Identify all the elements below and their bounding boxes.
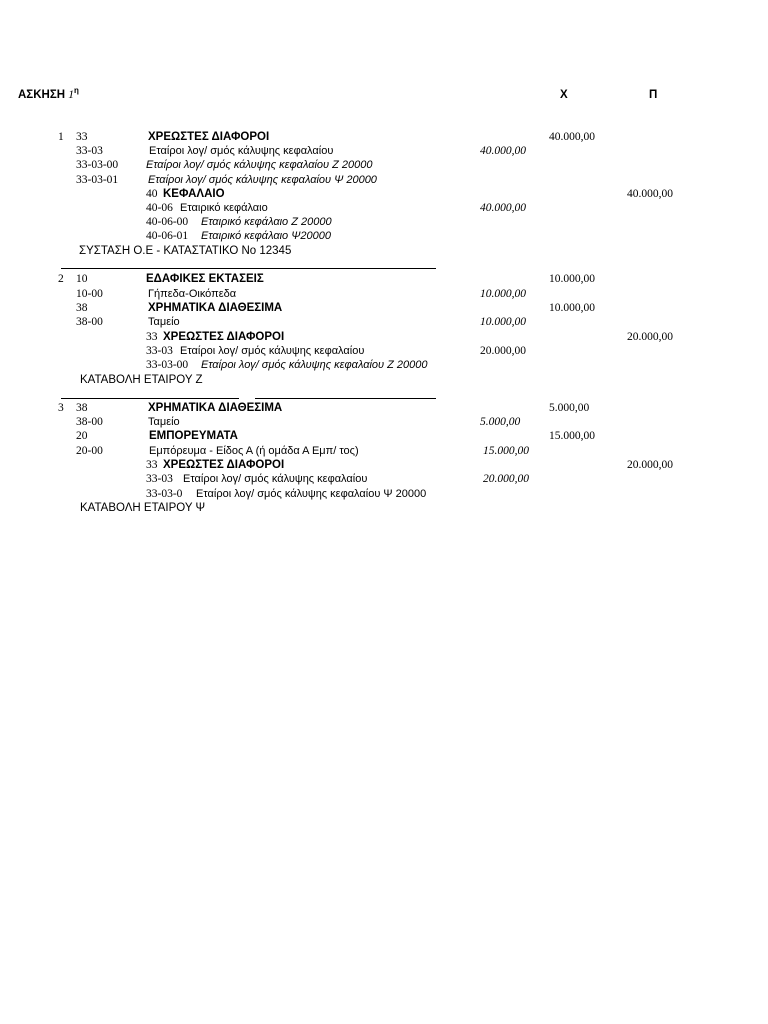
sub-amount: 20.000,00 bbox=[483, 473, 529, 485]
debit-amount: 15.000,00 bbox=[549, 430, 595, 442]
account-code: 38 bbox=[76, 302, 88, 314]
account-code: 38-00 bbox=[76, 416, 103, 428]
account-description: ΕΔΑΦΙΚΕΣ ΕΚΤΑΣΕΙΣ bbox=[146, 273, 264, 285]
account-description: Εταίροι λογ/ σμός κάλυψης κεφαλαίου bbox=[180, 345, 365, 357]
account-description: Εταίροι λογ/ σμός κάλυψης κεφαλαίου Ψ 20000 bbox=[196, 488, 427, 500]
column-header-credit: Π bbox=[649, 89, 658, 101]
account-description: Εταίροι λογ/ σμός κάλυψης κεφαλαίου bbox=[149, 145, 334, 157]
debit-amount: 40.000,00 bbox=[549, 131, 595, 143]
account-code: 10 bbox=[76, 273, 88, 285]
account-code: 40-06 bbox=[146, 202, 173, 214]
entry-number: 1 bbox=[58, 131, 64, 143]
account-description: ΧΡΕΩΣΤΕΣ ΔΙΑΦΟΡΟΙ bbox=[163, 459, 285, 471]
account-description: Ταμείο bbox=[148, 416, 180, 428]
account-code: 33-03 bbox=[146, 473, 173, 485]
entry-note: ΚΑΤΑΒΟΛΗ ΕΤΑΙΡΟΥ Ψ bbox=[80, 502, 206, 514]
account-code: 33 bbox=[146, 331, 158, 343]
exercise-title bbox=[18, 86, 79, 102]
debit-amount: 10.000,00 bbox=[549, 273, 595, 285]
entry-note: ΣΥΣΤΑΣΗ Ο.Ε - ΚΑΤΑΣΤΑΤΙΚΟ No 12345 bbox=[79, 245, 292, 257]
account-code: 40-06-00 bbox=[146, 216, 189, 228]
column-header-debit: Χ bbox=[560, 89, 568, 101]
sub-amount: 10.000,00 bbox=[480, 316, 526, 328]
entry-separator bbox=[61, 398, 239, 399]
account-code: 33-03-00 bbox=[76, 159, 119, 171]
sub-amount: 10.000,00 bbox=[480, 288, 526, 300]
account-description: ΧΡΕΩΣΤΕΣ ΔΙΑΦΟΡΟΙ bbox=[163, 331, 285, 343]
entry-note: ΚΑΤΑΒΟΛΗ ΕΤΑΙΡΟΥ Ζ bbox=[80, 374, 203, 386]
account-description: Εμπόρευμα - Είδος Α (ή ομάδα Α Εμπ/ τος) bbox=[149, 445, 359, 457]
entry-separator bbox=[61, 268, 436, 269]
account-description: Εταίροι λογ/ σμός κάλυψης κεφαλαίου bbox=[183, 473, 368, 485]
entry-number: 3 bbox=[58, 402, 64, 414]
debit-amount: 5.000,00 bbox=[549, 402, 590, 414]
sub-amount: 5.000,00 bbox=[480, 416, 521, 428]
account-code: 20-00 bbox=[76, 445, 103, 457]
account-code: 33 bbox=[146, 459, 158, 471]
account-description: ΚΕΦΑΛΑΙΟ bbox=[163, 188, 225, 200]
account-description: Εταίροι λογ/ σμός κάλυψης κεφαλαίου Ζ 20000 bbox=[146, 159, 373, 171]
account-description: Εταιρικό κεφάλαιο Ζ 20000 bbox=[201, 216, 332, 228]
account-code: 40-06-01 bbox=[146, 230, 189, 242]
account-code: 33-03-01 bbox=[76, 174, 119, 186]
account-code: 38 bbox=[76, 402, 88, 414]
exercise-title-text: ΑΣΚΗΣΗ bbox=[18, 89, 66, 101]
credit-amount: 20.000,00 bbox=[627, 459, 673, 471]
account-code: 20 bbox=[76, 430, 88, 442]
account-description: ΕΜΠΟΡΕΥΜΑΤΑ bbox=[149, 430, 238, 442]
account-code: 33-03 bbox=[76, 145, 103, 157]
sub-amount: 40.000,00 bbox=[480, 202, 526, 214]
account-code: 33-03 bbox=[146, 345, 173, 357]
sub-amount: 15.000,00 bbox=[483, 445, 529, 457]
entry-number: 2 bbox=[58, 273, 64, 285]
account-description: ΧΡΕΩΣΤΕΣ ΔΙΑΦΟΡΟΙ bbox=[148, 131, 270, 143]
account-code: 40 bbox=[146, 188, 158, 200]
account-code: 10-00 bbox=[76, 288, 103, 300]
sub-amount: 40.000,00 bbox=[480, 145, 526, 157]
credit-amount: 20.000,00 bbox=[627, 331, 673, 343]
account-code: 33 bbox=[76, 131, 88, 143]
credit-amount: 40.000,00 bbox=[627, 188, 673, 200]
entry-separator bbox=[255, 398, 436, 399]
account-code: 33-03-0 bbox=[146, 488, 183, 500]
sub-amount: 20.000,00 bbox=[480, 345, 526, 357]
account-description: Εταίροι λογ/ σμός κάλυψης κεφαλαίου Ζ 20000 bbox=[201, 359, 428, 371]
account-description: Ταμείο bbox=[148, 316, 180, 328]
account-code: 38-00 bbox=[76, 316, 103, 328]
account-code: 33-03-00 bbox=[146, 359, 189, 371]
exercise-number: 1 bbox=[68, 89, 74, 101]
account-description: Εταιρικό κεφάλαιο Ψ20000 bbox=[201, 230, 331, 242]
exercise-number-suffix: η bbox=[73, 86, 79, 96]
account-description: Γήπεδα-Οικόπεδα bbox=[148, 288, 237, 300]
debit-amount: 10.000,00 bbox=[549, 302, 595, 314]
account-description: ΧΡΗΜΑΤΙΚΑ ΔΙΑΘΕΣΙΜΑ bbox=[148, 302, 283, 314]
account-description: Εταίροι λογ/ σμός κάλυψης κεφαλαίου Ψ 20000 bbox=[148, 174, 377, 186]
account-description: ΧΡΗΜΑΤΙΚΑ ΔΙΑΘΕΣΙΜΑ bbox=[148, 402, 283, 414]
account-description: Εταιρικό κεφάλαιο bbox=[180, 202, 268, 214]
